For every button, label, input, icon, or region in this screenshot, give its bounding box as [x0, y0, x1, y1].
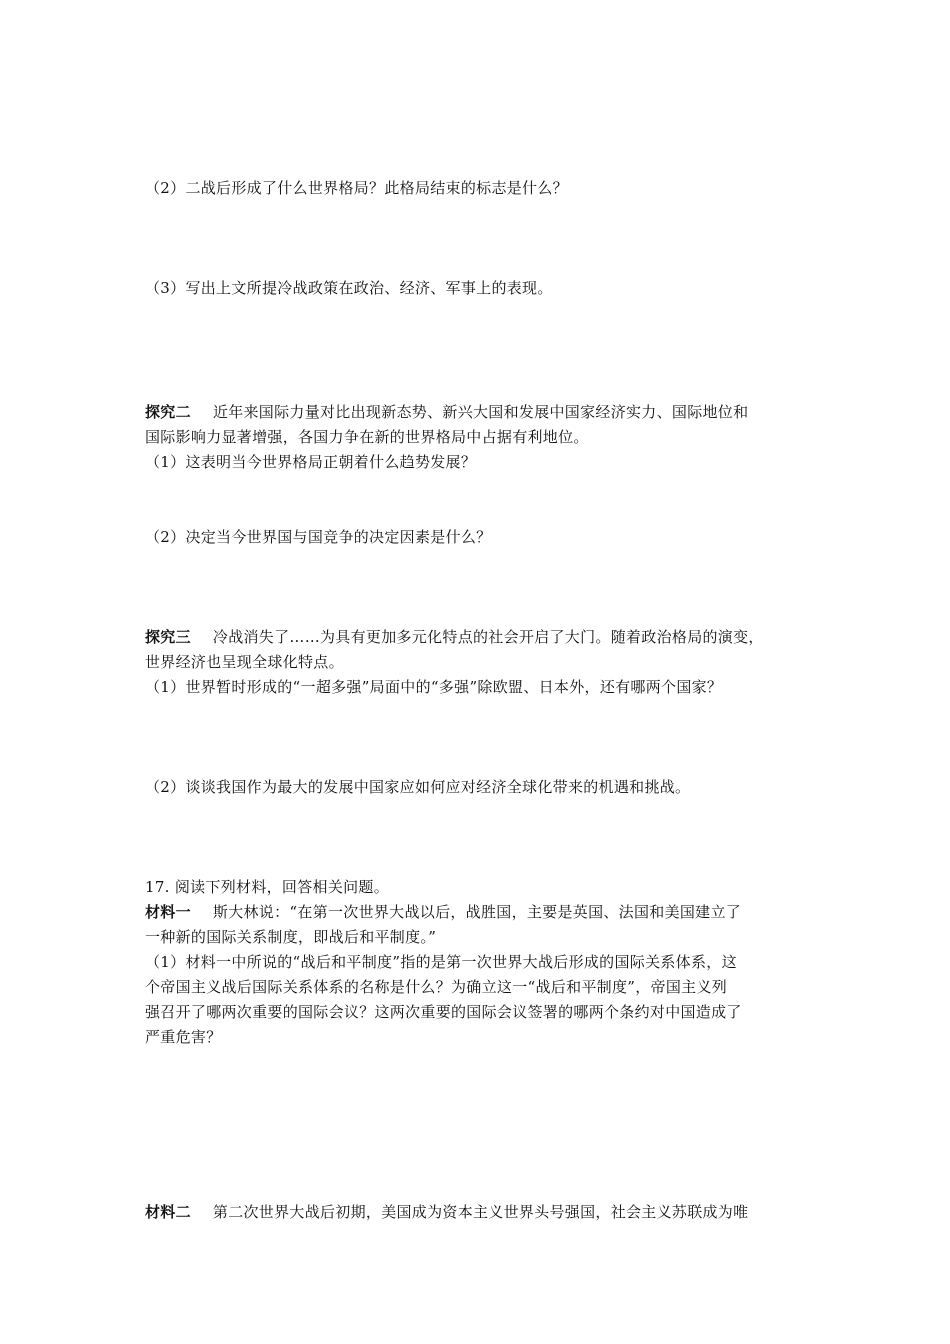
- material-2-label: 材料二: [145, 1203, 191, 1221]
- explore-2-question-1: （1）这表明当今世界格局正朝着什么趋势发展？: [145, 453, 477, 471]
- question-17-1-line-2: 个帝国主义战后国际关系体系的名称是什么？为确立这一“战后和平制度”，帝国主义列: [145, 978, 728, 996]
- explore-3-line-1: [145, 626, 764, 648]
- material-2-line-1: [145, 1201, 748, 1223]
- material-1-line-1: [145, 901, 741, 923]
- explore-2-text-1: 近年来国际力量对比出现新态势、新兴大国和发展中国家经济实力、国际地位和: [212, 403, 749, 421]
- question-17-1-line-1: （1）材料一中所说的“战后和平制度”指的是第一次世界大战后形成的国际关系体系，这: [145, 953, 737, 971]
- material-1-label: 材料一: [145, 903, 191, 921]
- explore-2-line-1: [145, 401, 748, 423]
- explore-2-line-2: 国际影响力显著增强，各国力争在新的世界格局中占据有利地位。: [145, 428, 589, 446]
- explore-2-question-2: （2）决定当今世界国与国竞争的决定因素是什么？: [145, 528, 492, 546]
- question-17-1-line-4: 严重危害？: [145, 1028, 222, 1046]
- explore-3-line-2: 世界经济也呈现全球化特点。: [145, 653, 344, 671]
- explore-2-label: 探究二: [145, 403, 191, 421]
- question-17-1-line-3: 强召开了哪两次重要的国际会议？这两次重要的国际会议签署的哪两个条约对中国造成了: [145, 1003, 742, 1021]
- question-16-2: （2）二战后形成了什么世界格局？此格局结束的标志是什么？: [145, 179, 568, 197]
- explore-3-label: 探究三: [145, 628, 191, 646]
- explore-3-text-1: 冷战消失了……为具有更加多元化特点的社会开启了大门。随着政治格局的演变，: [212, 628, 764, 646]
- material-1-text-1: 斯大林说：“在第一次世界大战以后，战胜国，主要是英国、法国和美国建立了: [212, 903, 742, 921]
- question-17-intro: 17. 阅读下列材料，回答相关问题。: [145, 878, 390, 896]
- explore-3-question-2: （2）谈谈我国作为最大的发展中国家应如何应对经济全球化带来的机遇和挑战。: [145, 778, 691, 796]
- material-2-text-1: 第二次世界大战后初期，美国成为资本主义世界头号强国，社会主义苏联成为唯: [212, 1203, 749, 1221]
- material-1-line-2: 一种新的国际关系制度，即战后和平制度。”: [145, 928, 437, 946]
- question-16-3: （3）写出上文所提冷战政策在政治、经济、军事上的表现。: [145, 279, 553, 297]
- explore-3-question-1: （1）世界暂时形成的“一超多强”局面中的“多强”除欧盟、日本外，还有哪两个国家？: [145, 678, 723, 696]
